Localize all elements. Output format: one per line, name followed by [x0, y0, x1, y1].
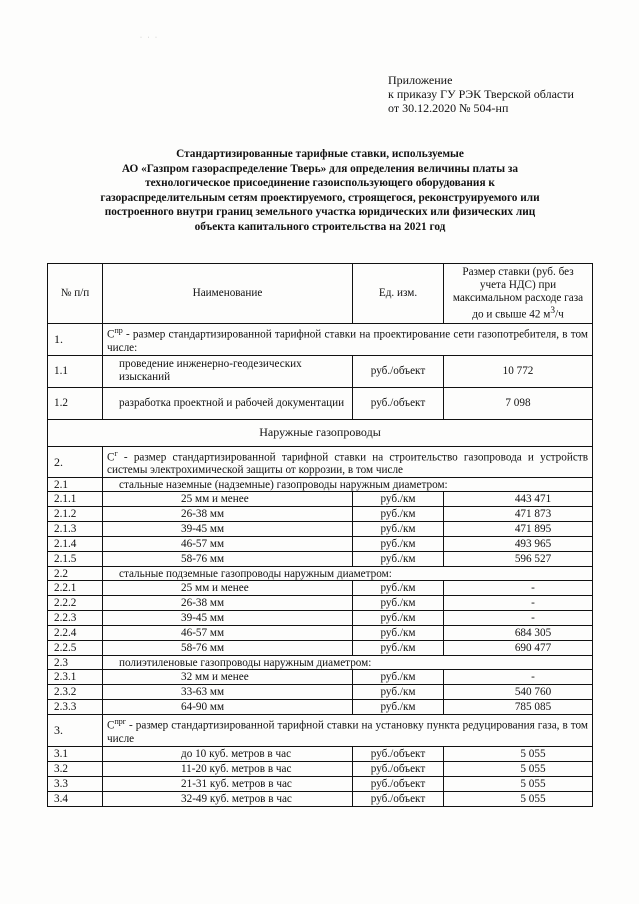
row-num: 2.2.3 — [48, 611, 103, 626]
row-name: 25 мм и менее — [103, 492, 353, 507]
row-unit: руб./км — [353, 685, 444, 700]
scan-speck: · · · — [140, 35, 159, 41]
row-value: 471 873 — [444, 507, 593, 522]
row-unit: руб./км — [353, 522, 444, 537]
row-num: 2.3 — [48, 656, 103, 670]
row-unit: руб./км — [353, 581, 444, 596]
row-value: 5 055 — [444, 747, 593, 762]
table-row — [48, 777, 593, 792]
row-value: 7 098 — [444, 387, 593, 419]
row-num: 2.2.4 — [48, 626, 103, 641]
table-row — [48, 700, 593, 715]
band-row — [48, 419, 593, 446]
table-row — [48, 626, 593, 641]
row-value: 5 055 — [444, 792, 593, 807]
row-num: 3.3 — [48, 777, 103, 792]
row-unit: руб./км — [353, 552, 444, 567]
row-name: 58-76 мм — [103, 552, 353, 567]
table-row — [48, 685, 593, 700]
row-unit: руб./км — [353, 596, 444, 611]
section-text — [103, 715, 593, 747]
section-symbol: С — [107, 451, 115, 464]
row-value: 690 477 — [444, 641, 593, 656]
section-row — [48, 715, 593, 747]
appendix-line: Приложение — [388, 73, 453, 87]
group-row — [48, 656, 593, 670]
row-num: 2.3.2 — [48, 685, 103, 700]
row-num: 3.4 — [48, 792, 103, 807]
title-line: Стандартизированные тарифные ставки, используемые — [176, 148, 464, 160]
row-name: разработка проектной и рабочей документации — [103, 387, 353, 419]
row-name: 25 мм и менее — [103, 581, 353, 596]
row-value: 493 965 — [444, 537, 593, 552]
table-row — [48, 387, 593, 419]
row-value: 5 055 — [444, 777, 593, 792]
row-name: 26-38 мм — [103, 507, 353, 522]
row-name: 32-49 куб. метров в час — [103, 792, 353, 807]
table-header-row — [48, 264, 593, 324]
appendix-line: к приказу ГУ РЭК Тверской области — [388, 87, 574, 101]
header-unit: Ед. изм. — [353, 264, 444, 324]
row-name: 39-45 мм — [103, 522, 353, 537]
title-line: АО «Газпром газораспределение Тверь» для определения величины платы за — [121, 162, 519, 175]
row-num: 2.3.3 — [48, 700, 103, 715]
row-name: 64-90 мм — [103, 700, 353, 715]
row-unit: руб./км — [353, 537, 444, 552]
table-row — [48, 581, 593, 596]
section-text — [103, 324, 593, 356]
section-symbol-sup: прг — [114, 717, 127, 727]
row-num: 1.2 — [48, 387, 103, 419]
table-row — [48, 611, 593, 626]
row-num: 3.1 — [48, 747, 103, 762]
title-line: объекта капитального строительства на 2021 год — [194, 220, 446, 233]
row-unit: руб./объект — [353, 777, 444, 792]
row-num: 2.1.4 — [48, 537, 103, 552]
section-row — [48, 324, 593, 356]
row-unit: руб./объект — [353, 355, 444, 387]
group-name: стальные наземные (надземные) газопроводы наружным диаметром: — [103, 478, 593, 492]
section-num: 3. — [48, 715, 103, 747]
row-unit: руб./км — [353, 611, 444, 626]
table-row — [48, 747, 593, 762]
row-value: 10 772 — [444, 355, 593, 387]
row-value: - — [444, 596, 593, 611]
row-num: 2.2.1 — [48, 581, 103, 596]
row-num: 2.1.3 — [48, 522, 103, 537]
section-description: - размер стандартизированной тарифной ставки на строительство газопровода и устройств системы электрохимической защиты от коррозии, в том числе — [107, 451, 588, 477]
title-line: технологическое присоединение газоиспользующего оборудования к — [145, 177, 495, 189]
row-name: 39-45 мм — [103, 611, 353, 626]
row-name: 11-20 куб. метров в час — [103, 762, 353, 777]
table-row — [48, 507, 593, 522]
section-symbol-sup: пр — [114, 326, 123, 335]
document-title — [50, 147, 590, 234]
row-num: 2.1.2 — [48, 507, 103, 522]
row-value: - — [444, 581, 593, 596]
table-row — [48, 552, 593, 567]
section-text — [103, 446, 593, 478]
row-num: 2.2.5 — [48, 641, 103, 656]
row-unit: руб./объект — [353, 792, 444, 807]
section-description: - размер стандартизированной тарифной ставки на проектирование сети газопотребителя, в том числе: — [107, 328, 588, 354]
row-unit: руб./км — [353, 670, 444, 685]
header-rate-unit: /ч — [555, 308, 564, 321]
row-num: 2.2 — [48, 567, 103, 581]
group-row — [48, 478, 593, 492]
group-row — [48, 567, 593, 581]
row-unit: руб./км — [353, 700, 444, 715]
row-unit: руб./км — [353, 507, 444, 522]
row-value: 5 055 — [444, 762, 593, 777]
row-value: 471 895 — [444, 522, 593, 537]
table-row — [48, 537, 593, 552]
table-row — [48, 596, 593, 611]
appendix-block — [388, 73, 574, 115]
row-name: 46-57 мм — [103, 537, 353, 552]
row-num: 2.1 — [48, 478, 103, 492]
section-symbol: С — [107, 720, 115, 733]
appendix-line: от 30.12.2020 № 504-нп — [388, 101, 509, 115]
tariff-table — [47, 263, 593, 807]
row-unit: руб./объект — [353, 387, 444, 419]
section-description: - размер стандартизированной тарифной ставки на установку пункта редуцирования газа, в том числе — [107, 720, 588, 746]
row-value: 540 760 — [444, 685, 593, 700]
header-num: № п/п — [48, 264, 103, 324]
section-symbol-sup: г — [114, 448, 118, 458]
row-unit: руб./км — [353, 492, 444, 507]
table-row — [48, 762, 593, 777]
table-row — [48, 670, 593, 685]
row-name: 33-63 мм — [103, 685, 353, 700]
row-value: 596 527 — [444, 552, 593, 567]
row-name: 58-76 мм — [103, 641, 353, 656]
table-row — [48, 522, 593, 537]
row-num: 1.1 — [48, 355, 103, 387]
row-unit: руб./км — [353, 626, 444, 641]
title-line: построенного внутри границ земельного участка юридических или физических лиц — [104, 206, 536, 218]
group-name: полиэтиленовые газопроводы наружным диаметром: — [103, 656, 593, 670]
row-num: 2.2.2 — [48, 596, 103, 611]
row-name: 32 мм и менее — [103, 670, 353, 685]
group-name: стальные подземные газопроводы наружным диаметром: — [103, 567, 593, 581]
row-num: 2.1.5 — [48, 552, 103, 567]
header-rate — [444, 264, 593, 324]
row-num: 3.2 — [48, 762, 103, 777]
table-row — [48, 355, 593, 387]
row-value: - — [444, 670, 593, 685]
section-num: 2. — [48, 446, 103, 478]
row-unit: руб./объект — [353, 747, 444, 762]
section-num: 1. — [48, 324, 103, 356]
header-name: Наименование — [103, 264, 353, 324]
row-value: - — [444, 611, 593, 626]
row-name: проведение инженерно-геодезических изысканий — [103, 355, 353, 387]
row-name: до 10 куб. метров в час — [103, 747, 353, 762]
row-value: 684 305 — [444, 626, 593, 641]
title-line: газораспределительным сетям проектируемого, строящегося, реконструируемого или — [100, 191, 540, 204]
row-num: 2.3.1 — [48, 670, 103, 685]
band-title: Наружные газопроводы — [48, 419, 593, 446]
row-name: 21-31 куб. метров в час — [103, 777, 353, 792]
row-unit: руб./км — [353, 641, 444, 656]
section-row — [48, 446, 593, 478]
header-rate-text: Размер ставки (руб. без учета НДС) при максимальном расходе газа до и свыше 42 м — [452, 265, 584, 321]
row-name: 46-57 мм — [103, 626, 353, 641]
table-row — [48, 792, 593, 807]
table-row — [48, 641, 593, 656]
row-name: 26-38 мм — [103, 596, 353, 611]
header-rate-sup: 3 — [550, 305, 555, 316]
section-symbol: С — [107, 328, 115, 341]
table-row — [48, 492, 593, 507]
row-value: 785 085 — [444, 700, 593, 715]
row-value: 443 471 — [444, 492, 593, 507]
row-unit: руб./объект — [353, 762, 444, 777]
row-num: 2.1.1 — [48, 492, 103, 507]
